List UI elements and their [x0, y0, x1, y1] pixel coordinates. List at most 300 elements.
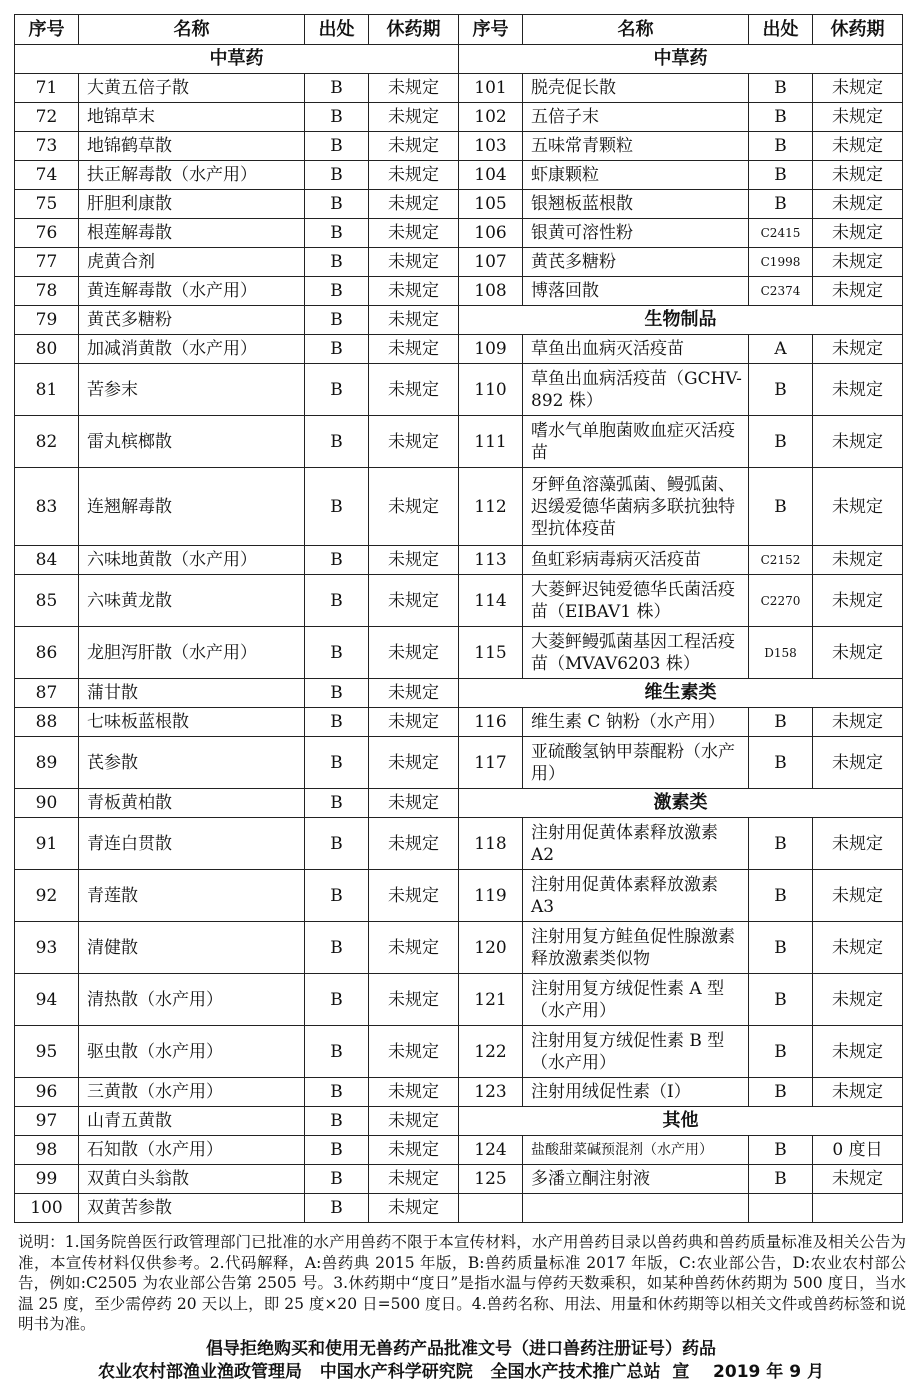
row-number: 72 [15, 103, 79, 132]
row-source: B [749, 364, 813, 416]
row-withdrawal: 未规定 [813, 974, 903, 1026]
row-name: 黄连解毒散（水产用） [79, 277, 305, 306]
row-source: B [305, 1107, 369, 1136]
row-source: B [749, 922, 813, 974]
row-number: 108 [459, 277, 523, 306]
table-row [15, 416, 459, 468]
row-source: C2415 [749, 219, 813, 248]
row-withdrawal: 未规定 [813, 468, 903, 546]
row-source: B [749, 132, 813, 161]
row-withdrawal: 未规定 [813, 1026, 903, 1078]
row-withdrawal: 未规定 [369, 364, 459, 416]
header-no: 序号 [459, 15, 523, 45]
row-name: 注射用复方绒促性素 A 型（水产用） [523, 974, 749, 1026]
row-name: 注射用绒促性素（I） [523, 1078, 749, 1107]
row-source: B [749, 103, 813, 132]
row-source: B [749, 818, 813, 870]
row-name: 三黄散（水产用） [79, 1078, 305, 1107]
table-row [15, 306, 459, 335]
table-row [15, 546, 459, 575]
row-withdrawal: 未规定 [813, 277, 903, 306]
row-name: 维生素 C 钠粉（水产用） [523, 708, 749, 737]
table-row [459, 546, 903, 575]
row-name: 蒲甘散 [79, 679, 305, 708]
section-row [459, 789, 903, 818]
row-withdrawal: 未规定 [813, 161, 903, 190]
row-number: 76 [15, 219, 79, 248]
row-number: 78 [15, 277, 79, 306]
row-withdrawal: 未规定 [813, 1165, 903, 1194]
table-row [459, 974, 903, 1026]
row-name: 清健散 [79, 922, 305, 974]
table-row [459, 1026, 903, 1078]
header-source: 出处 [749, 15, 813, 45]
table-row [15, 575, 459, 627]
row-name: 大黄五倍子散 [79, 74, 305, 103]
row-name: 双黄白头翁散 [79, 1165, 305, 1194]
row-source: C2152 [749, 546, 813, 575]
row-source: B [749, 1136, 813, 1165]
row-name: 多潘立酮注射液 [523, 1165, 749, 1194]
table-row [15, 922, 459, 974]
table-row [15, 1078, 459, 1107]
row-withdrawal: 未规定 [813, 922, 903, 974]
row-source: B [749, 190, 813, 219]
table-row [459, 416, 903, 468]
table-row [459, 161, 903, 190]
row-source: B [305, 1026, 369, 1078]
header-withdrawal: 休药期 [369, 15, 459, 45]
row-source: B [305, 1136, 369, 1165]
row-source: B [305, 1078, 369, 1107]
row-withdrawal: 未规定 [813, 575, 903, 627]
notes-text: 说明：1.国务院兽医行政管理部门已批准的水产用兽药不限于本宣传材料，水产用兽药目录以兽药典和兽药质量标准及相关公告为准，本宣传材料仅供参考。2.代码解释，A:兽药典 2015 年版，B:兽药质量标准 2017 年版，C:农业部公告，D:农业农村部公告，例如:C2505 为农业部公告第 2505 号。3.休药期中“度日”是指水温与停药天数乘积，如某种兽药休药期为 500 度日，当水温 25 度，至少需停药 20 天以上，即 25 度×20 日=500 度日。4.兽药名称、用法、用量和休药期等以相关文件或兽药标签和说明书为准。 [18, 1233, 906, 1333]
row-withdrawal: 未规定 [369, 1078, 459, 1107]
table-row [15, 1026, 459, 1078]
row-source: B [749, 161, 813, 190]
row-withdrawal: 未规定 [369, 132, 459, 161]
row-number: 79 [15, 306, 79, 335]
table-row [459, 708, 903, 737]
table-row [15, 1136, 459, 1165]
row-withdrawal: 未规定 [813, 870, 903, 922]
row-number: 80 [15, 335, 79, 364]
row-number: 121 [459, 974, 523, 1026]
row-withdrawal: 未规定 [369, 679, 459, 708]
row-name: 博落回散 [523, 277, 749, 306]
row-source: D158 [749, 627, 813, 679]
row-number: 85 [15, 575, 79, 627]
row-source: B [305, 546, 369, 575]
row-source: B [305, 161, 369, 190]
row-withdrawal: 未规定 [369, 1107, 459, 1136]
row-withdrawal: 未规定 [369, 219, 459, 248]
row-name: 山青五黄散 [79, 1107, 305, 1136]
row-number: 95 [15, 1026, 79, 1078]
row-name: 青板黄柏散 [79, 789, 305, 818]
row-source: B [305, 789, 369, 818]
section-row [459, 679, 903, 708]
table-row [459, 922, 903, 974]
header-no: 序号 [15, 15, 79, 45]
table-row [459, 335, 903, 364]
row-name: 六味地黄散（水产用） [79, 546, 305, 575]
row-number: 114 [459, 575, 523, 627]
row-withdrawal: 未规定 [369, 974, 459, 1026]
row-name: 黄芪多糖粉 [79, 306, 305, 335]
row-number: 82 [15, 416, 79, 468]
table-row [15, 335, 459, 364]
row-source: B [305, 468, 369, 546]
blank-cell [523, 1194, 749, 1223]
row-name: 注射用复方鲑鱼促性腺激素释放激素类似物 [523, 922, 749, 974]
row-number: 93 [15, 922, 79, 974]
row-number: 113 [459, 546, 523, 575]
row-source: C2270 [749, 575, 813, 627]
row-source: B [305, 627, 369, 679]
row-source: B [305, 922, 369, 974]
row-name: 苦参末 [79, 364, 305, 416]
slogan-text: 倡导拒绝购买和使用无兽药产品批准文号（进口兽药注册证号）药品 [206, 1339, 716, 1359]
row-withdrawal: 未规定 [369, 870, 459, 922]
row-name: 虎黄合剂 [79, 248, 305, 277]
row-name: 芪参散 [79, 737, 305, 789]
row-name: 驱虫散（水产用） [79, 1026, 305, 1078]
row-withdrawal: 未规定 [369, 103, 459, 132]
table-row [15, 219, 459, 248]
row-source: B [305, 1194, 369, 1223]
row-withdrawal: 未规定 [369, 74, 459, 103]
row-name: 加减消黄散（水产用） [79, 335, 305, 364]
row-number: 86 [15, 627, 79, 679]
row-withdrawal: 未规定 [369, 575, 459, 627]
row-source: B [305, 190, 369, 219]
header-name: 名称 [523, 15, 749, 45]
row-name: 银黄可溶性粉 [523, 219, 749, 248]
row-number: 110 [459, 364, 523, 416]
row-source: B [305, 870, 369, 922]
section-title: 维生素类 [459, 679, 903, 708]
row-number: 91 [15, 818, 79, 870]
row-withdrawal: 未规定 [813, 708, 903, 737]
row-name: 鱼虹彩病毒病灭活疫苗 [523, 546, 749, 575]
table-row [15, 708, 459, 737]
row-source: B [749, 74, 813, 103]
row-name: 草鱼出血病灭活疫苗 [523, 335, 749, 364]
table-row [459, 277, 903, 306]
row-source: B [305, 219, 369, 248]
section-row [459, 1107, 903, 1136]
row-name: 清热散（水产用） [79, 974, 305, 1026]
row-withdrawal: 未规定 [369, 416, 459, 468]
row-withdrawal: 未规定 [369, 708, 459, 737]
table-row [15, 103, 459, 132]
row-source: B [305, 306, 369, 335]
row-name: 牙鲆鱼溶藻弧菌、鳗弧菌、迟缓爱德华菌病多联抗独特型抗体疫苗 [523, 468, 749, 546]
row-source: B [749, 737, 813, 789]
row-name: 大菱鲆鳗弧菌基因工程活疫苗（MVAV6203 株） [523, 627, 749, 679]
row-source: B [305, 737, 369, 789]
row-number: 88 [15, 708, 79, 737]
row-withdrawal: 未规定 [369, 306, 459, 335]
row-name: 银翘板蓝根散 [523, 190, 749, 219]
row-name: 黄芪多糖粉 [523, 248, 749, 277]
table-row [15, 468, 459, 546]
table-row [459, 575, 903, 627]
row-source: B [749, 1078, 813, 1107]
row-source: B [305, 277, 369, 306]
table-row [15, 1165, 459, 1194]
row-name: 根莲解毒散 [79, 219, 305, 248]
row-source: B [305, 818, 369, 870]
row-number: 115 [459, 627, 523, 679]
row-withdrawal: 未规定 [369, 277, 459, 306]
row-source: B [749, 416, 813, 468]
row-number: 83 [15, 468, 79, 546]
row-withdrawal: 未规定 [369, 468, 459, 546]
row-source: B [749, 708, 813, 737]
row-name: 青连白贯散 [79, 818, 305, 870]
table-row [15, 132, 459, 161]
table-row [15, 789, 459, 818]
row-name: 七味板蓝根散 [79, 708, 305, 737]
row-number: 119 [459, 870, 523, 922]
row-withdrawal: 未规定 [369, 546, 459, 575]
row-withdrawal: 未规定 [813, 546, 903, 575]
table-row [459, 190, 903, 219]
row-source: B [305, 708, 369, 737]
row-number: 123 [459, 1078, 523, 1107]
table-row [459, 818, 903, 870]
row-number: 73 [15, 132, 79, 161]
row-source: B [305, 103, 369, 132]
row-number: 122 [459, 1026, 523, 1078]
table-row [15, 74, 459, 103]
row-name: 注射用促黄体素释放激素 A3 [523, 870, 749, 922]
row-name: 盐酸甜菜碱预混剂（水产用） [523, 1136, 749, 1165]
table-row [15, 1107, 459, 1136]
row-withdrawal: 未规定 [813, 818, 903, 870]
row-withdrawal: 0 度日 [813, 1136, 903, 1165]
row-withdrawal: 未规定 [813, 416, 903, 468]
section-row [15, 45, 459, 74]
row-number: 101 [459, 74, 523, 103]
row-withdrawal: 未规定 [369, 1136, 459, 1165]
blank-cell [749, 1194, 813, 1223]
table-row [15, 870, 459, 922]
row-number: 100 [15, 1194, 79, 1223]
row-withdrawal: 未规定 [369, 335, 459, 364]
table-row [15, 818, 459, 870]
row-number: 102 [459, 103, 523, 132]
row-source: B [749, 974, 813, 1026]
table-row [459, 1136, 903, 1165]
row-number: 96 [15, 1078, 79, 1107]
row-withdrawal: 未规定 [369, 190, 459, 219]
row-number: 94 [15, 974, 79, 1026]
row-name: 地锦草末 [79, 103, 305, 132]
table-row [15, 364, 459, 416]
row-withdrawal: 未规定 [813, 219, 903, 248]
row-number: 125 [459, 1165, 523, 1194]
row-withdrawal: 未规定 [813, 627, 903, 679]
row-number: 116 [459, 708, 523, 737]
table-row [459, 1078, 903, 1107]
row-source: C2374 [749, 277, 813, 306]
row-name: 扶正解毒散（水产用） [79, 161, 305, 190]
row-number: 118 [459, 818, 523, 870]
table-row [459, 737, 903, 789]
row-withdrawal: 未规定 [369, 737, 459, 789]
footer-text: 农业农村部渔业渔政管理局 中国水产科学研究院 全国水产技术推广总站 宣 2019 年 9 月 [98, 1362, 824, 1382]
table-row [459, 103, 903, 132]
row-number: 98 [15, 1136, 79, 1165]
section-title: 其他 [459, 1107, 903, 1136]
row-withdrawal: 未规定 [813, 737, 903, 789]
row-withdrawal: 未规定 [813, 190, 903, 219]
row-name: 注射用促黄体素释放激素 A2 [523, 818, 749, 870]
row-source: B [305, 1165, 369, 1194]
left-table [14, 14, 459, 1223]
row-number: 109 [459, 335, 523, 364]
row-name: 注射用复方绒促性素 B 型（水产用） [523, 1026, 749, 1078]
row-source: B [749, 468, 813, 546]
table-row [15, 1194, 459, 1223]
row-withdrawal: 未规定 [813, 364, 903, 416]
row-number: 117 [459, 737, 523, 789]
table-row [15, 277, 459, 306]
row-number: 90 [15, 789, 79, 818]
row-number: 103 [459, 132, 523, 161]
row-withdrawal: 未规定 [369, 1165, 459, 1194]
table-row [15, 737, 459, 789]
table-row [15, 161, 459, 190]
table-row [459, 870, 903, 922]
row-number: 87 [15, 679, 79, 708]
row-name: 龙胆泻肝散（水产用） [79, 627, 305, 679]
row-source: B [305, 575, 369, 627]
header-withdrawal: 休药期 [813, 15, 903, 45]
table-row [15, 190, 459, 219]
section-row [459, 45, 903, 74]
row-source: B [305, 132, 369, 161]
row-number: 104 [459, 161, 523, 190]
row-name: 雷丸槟榔散 [79, 416, 305, 468]
header-name: 名称 [79, 15, 305, 45]
row-withdrawal: 未规定 [369, 1194, 459, 1223]
section-title: 激素类 [459, 789, 903, 818]
table-row [459, 1165, 903, 1194]
row-source: B [749, 870, 813, 922]
row-withdrawal: 未规定 [813, 103, 903, 132]
row-withdrawal: 未规定 [369, 627, 459, 679]
table-row [15, 248, 459, 277]
row-name: 六味黄龙散 [79, 575, 305, 627]
row-source: B [305, 416, 369, 468]
row-withdrawal: 未规定 [813, 335, 903, 364]
row-source: B [305, 74, 369, 103]
blank-cell [813, 1194, 903, 1223]
row-withdrawal: 未规定 [369, 1026, 459, 1078]
row-withdrawal: 未规定 [369, 248, 459, 277]
row-number: 120 [459, 922, 523, 974]
row-withdrawal: 未规定 [369, 789, 459, 818]
row-number: 75 [15, 190, 79, 219]
row-name: 五味常青颗粒 [523, 132, 749, 161]
table-row [459, 248, 903, 277]
row-name: 地锦鹤草散 [79, 132, 305, 161]
row-source: B [305, 248, 369, 277]
section-title: 中草药 [459, 45, 903, 74]
row-name: 石知散（水产用） [79, 1136, 305, 1165]
row-source: B [305, 364, 369, 416]
row-withdrawal: 未规定 [369, 818, 459, 870]
table-row [459, 627, 903, 679]
row-source: B [749, 1026, 813, 1078]
row-number: 81 [15, 364, 79, 416]
row-number: 106 [459, 219, 523, 248]
row-name: 肝胆利康散 [79, 190, 305, 219]
section-row [459, 306, 903, 335]
header-source: 出处 [305, 15, 369, 45]
row-name: 嗜水气单胞菌败血症灭活疫苗 [523, 416, 749, 468]
row-name: 青莲散 [79, 870, 305, 922]
row-source: A [749, 335, 813, 364]
table-row [459, 364, 903, 416]
row-number: 97 [15, 1107, 79, 1136]
row-source: B [749, 1165, 813, 1194]
row-number: 89 [15, 737, 79, 789]
section-title: 中草药 [15, 45, 459, 74]
row-source: B [305, 974, 369, 1026]
row-number: 92 [15, 870, 79, 922]
row-number: 77 [15, 248, 79, 277]
header-row [15, 15, 459, 45]
blank-row [459, 1194, 903, 1223]
row-withdrawal: 未规定 [369, 161, 459, 190]
row-number: 71 [15, 74, 79, 103]
table-row [15, 627, 459, 679]
row-name: 五倍子末 [523, 103, 749, 132]
row-withdrawal: 未规定 [813, 132, 903, 161]
row-withdrawal: 未规定 [369, 922, 459, 974]
table-row [15, 974, 459, 1026]
row-number: 84 [15, 546, 79, 575]
row-name: 双黄苦参散 [79, 1194, 305, 1223]
table-row [459, 132, 903, 161]
table-row [459, 468, 903, 546]
row-name: 草鱼出血病活疫苗（GCHV-892 株） [523, 364, 749, 416]
row-withdrawal: 未规定 [813, 248, 903, 277]
row-name: 亚硫酸氢钠甲萘醌粉（水产用） [523, 737, 749, 789]
row-number: 111 [459, 416, 523, 468]
row-source: B [305, 335, 369, 364]
row-source: B [305, 679, 369, 708]
row-number: 99 [15, 1165, 79, 1194]
row-number: 124 [459, 1136, 523, 1165]
right-table [458, 14, 903, 1223]
row-name: 脱壳促长散 [523, 74, 749, 103]
table-row [15, 679, 459, 708]
table-row [459, 74, 903, 103]
table-row [459, 219, 903, 248]
row-withdrawal: 未规定 [813, 1078, 903, 1107]
row-withdrawal: 未规定 [813, 74, 903, 103]
row-name: 连翘解毒散 [79, 468, 305, 546]
row-number: 107 [459, 248, 523, 277]
row-number: 112 [459, 468, 523, 546]
header-row [459, 15, 903, 45]
